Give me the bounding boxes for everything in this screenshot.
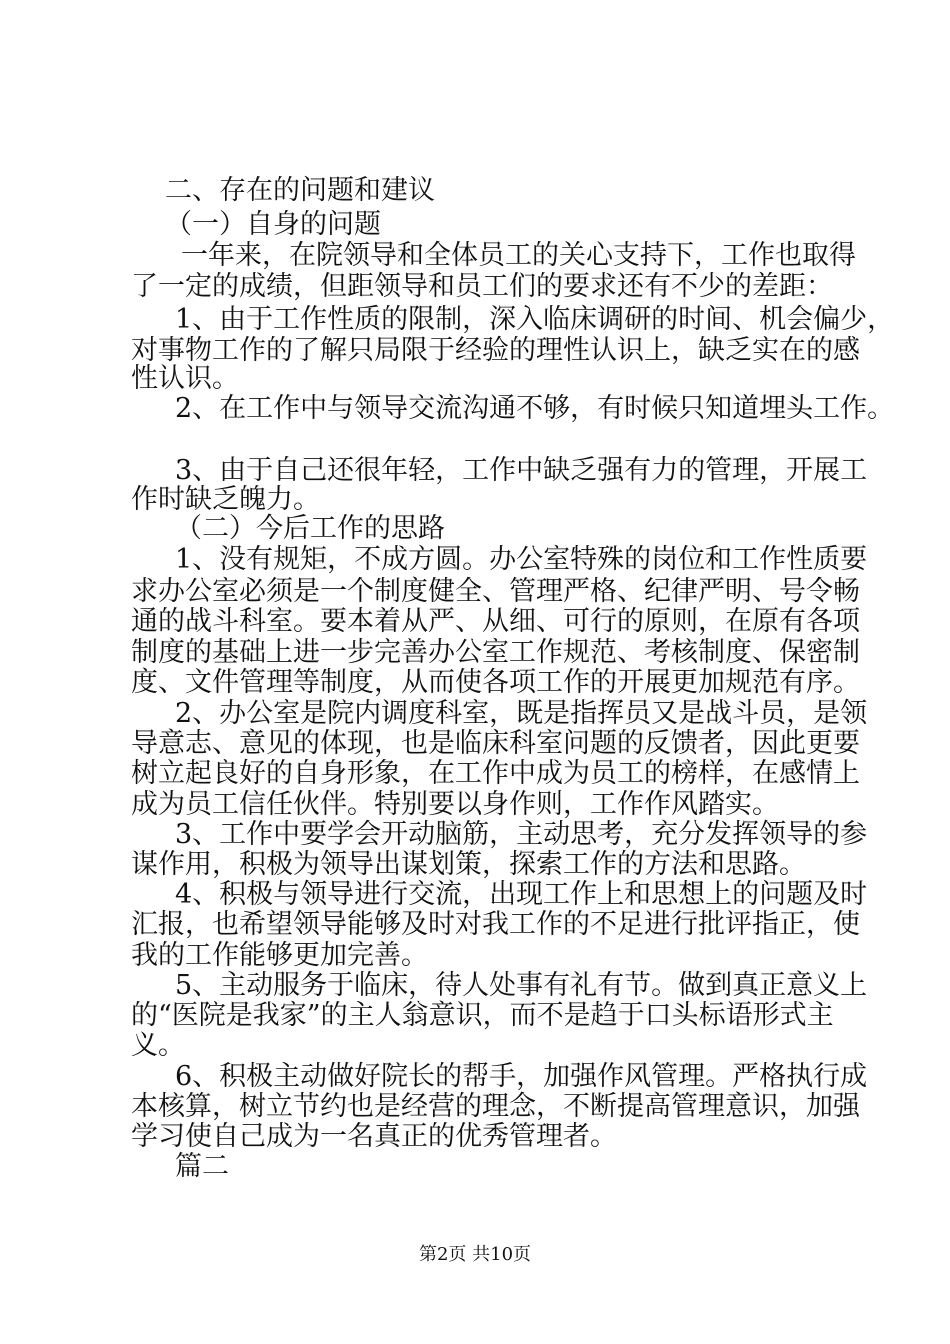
paragraph-line: 导意志、意见的体现，也是临床科室问题的反馈者，因此更要 xyxy=(131,728,860,759)
paragraph-line: 汇报，也希望领导能够及时对我工作的不足进行批评指正，使 xyxy=(131,909,860,940)
paragraph-line: 了一定的成绩，但距领导和员工们的要求还有不少的差距： xyxy=(131,271,833,302)
paragraph-line: 义。 xyxy=(131,1030,185,1061)
paragraph-line: 的“医院是我家”的主人翁意识，而不是趋于口头标语形式主 xyxy=(131,1000,834,1031)
paragraph-line: 6、积极主动做好院长的帮手，加强作风管理。严格执行成 xyxy=(175,1061,868,1092)
paragraph-line: 度、文件管理等制度，从而使各项工作的开展更加规范有序。 xyxy=(131,667,860,698)
paragraph-line: 树立起良好的自身形象，在工作中成为员工的榜样，在感情上 xyxy=(131,758,860,789)
subsection-heading: （二）今后工作的思路 xyxy=(175,513,445,544)
paragraph-line: 性认识。 xyxy=(131,363,239,394)
paragraph-line: 谋作用，积极为领导出谋划策，探索工作的方法和思路。 xyxy=(131,849,806,880)
paragraph-line: 本核算，树立节约也是经营的理念，不断提高管理意识，加强 xyxy=(131,1091,860,1122)
paragraph-line: 成为员工信任伙伴。特别要以身作则，工作作风踏实。 xyxy=(131,789,779,820)
paragraph-line: 1、没有规矩，不成方圆。办公室特殊的岗位和工作性质要 xyxy=(175,544,868,575)
paragraph-line: 通的战斗科室。要本着从严、从细、可行的原则，在原有各项 xyxy=(131,606,860,637)
section-heading: 篇二 xyxy=(175,1151,229,1182)
paragraph-line: 对事物工作的了解只局限于经验的理性认识上，缺乏实在的感 xyxy=(131,335,860,366)
paragraph-line: 制度的基础上进一步完善办公室工作规范、考核制度、保密制 xyxy=(131,637,860,668)
paragraph-line: 学习使自己成为一名真正的优秀管理者。 xyxy=(131,1121,617,1152)
paragraph-line: 4、积极与领导进行交流，出现工作上和思想上的问题及时 xyxy=(175,879,868,910)
paragraph-line: 2、在工作中与领导交流沟通不够，有时候只知道埋头工作。 xyxy=(175,393,895,424)
paragraph-line: 3、由于自己还很年轻，工作中缺乏强有力的管理，开展工 xyxy=(175,455,868,486)
paragraph-line: 求办公室必须是一个制度健全、管理严格、纪律严明、号令畅 xyxy=(131,576,860,607)
page-number-footer: 第2页 共10页 xyxy=(418,1244,532,1265)
paragraph-line: 5、主动服务于临床，待人处事有礼有节。做到真正意义上 xyxy=(175,970,868,1001)
paragraph-line: 1、由于工作性质的限制，深入临床调研的时间、机会偏少， xyxy=(175,304,895,335)
paragraph-line: 作时缺乏魄力。 xyxy=(131,484,320,515)
paragraph-line: 2、办公室是院内调度科室，既是指挥员又是战斗员，是领 xyxy=(175,698,868,729)
paragraph-line: 我的工作能够更加完善。 xyxy=(131,940,428,971)
subsection-heading: （一）自身的问题 xyxy=(165,209,381,240)
section-heading: 二、存在的问题和建议 xyxy=(165,175,435,206)
paragraph-line: 一年来，在院领导和全体员工的关心支持下，工作也取得 xyxy=(181,240,856,271)
paragraph-line: 3、工作中要学会开动脑筋，主动思考，充分发挥领导的参 xyxy=(175,819,868,850)
